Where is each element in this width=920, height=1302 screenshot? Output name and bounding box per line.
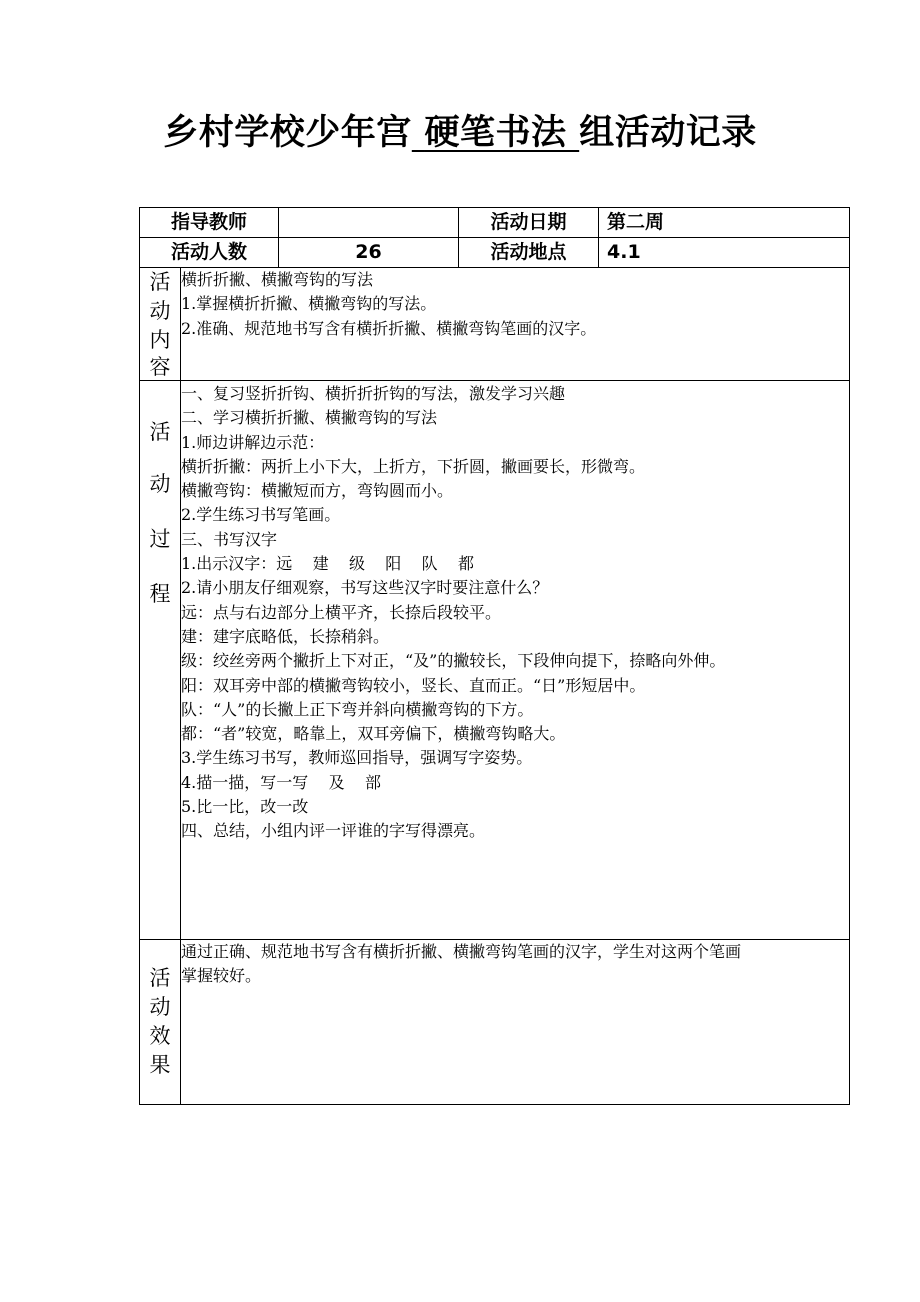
count-value: 26 (279, 238, 459, 268)
activity-record-table (139, 207, 850, 1105)
title-suffix: 组活动记录 (579, 113, 757, 153)
place-value: 4.1 (599, 238, 850, 268)
effect-row (140, 940, 850, 1105)
effect-text: 通过正确、规范地书写含有横折折撇、横撇弯钩笔画的汉字，学生对这两个笔画 掌握较好。 (181, 940, 850, 1105)
header-row-2 (140, 238, 850, 268)
content-row (140, 268, 850, 381)
title-prefix: 乡村学校少年宫 (163, 113, 412, 153)
teacher-value (279, 208, 459, 238)
process-label: 活 动 过 程 (140, 381, 181, 940)
process-text: 一、复习竖折折钩、横折折折钩的写法，激发学习兴趣 二、学习横折折撇、横撇弯钩的写法 1.师边讲解边示范： 横折折撇：两折上小下大，上折方，下折圆，撇画要长，形微弯。 横撇弯钩：横撇短而方，弯钩圆而小。 2.学生练习书写笔画。 三、书写汉字 1.出示汉字：远 建 级 阳 队 都 2.请小朋友仔细观察，书写这些汉字时要注意什么？ 远：点与右边部分上横平齐，长捺后段较平。 建：建字底略低，长捺稍斜。 级：绞丝旁两个撇折上下对正，“及”的撇较长，下段伸向提下，捺略向外伸。 阳：双耳旁中部的横撇弯钩较小，竖长、直而正。“日”形短居中。 队：“人”的长撇上正下弯并斜向横撇弯钩的下方。 都：“者”较宽，略靠上，双耳旁偏下，横撇弯钩略大。 3.学生练习书写，教师巡回指导，强调写字姿势。 4.描一描，写一写 及 部 5.比一比，改一改 四、总结，小组内评一评谁的字写得漂亮。 (181, 381, 850, 940)
process-row (140, 381, 850, 940)
header-row-1 (140, 208, 850, 238)
content-label: 活 动 内 容 (140, 268, 181, 381)
date-value: 第二周 (599, 208, 850, 238)
page-title (0, 108, 920, 158)
content-text: 横折折撇、横撇弯钩的写法 1.掌握横折折撇、横撇弯钩的写法。 2.准确、规范地书写含有横折折撇、横撇弯钩笔画的汉字。 (181, 268, 850, 381)
count-label: 活动人数 (140, 238, 279, 268)
teacher-label: 指导教师 (140, 208, 279, 238)
date-label: 活动日期 (459, 208, 599, 238)
place-label: 活动地点 (459, 238, 599, 268)
title-subject: 硬笔书法 (424, 113, 567, 153)
effect-label: 活 动 效 果 (140, 940, 181, 1105)
